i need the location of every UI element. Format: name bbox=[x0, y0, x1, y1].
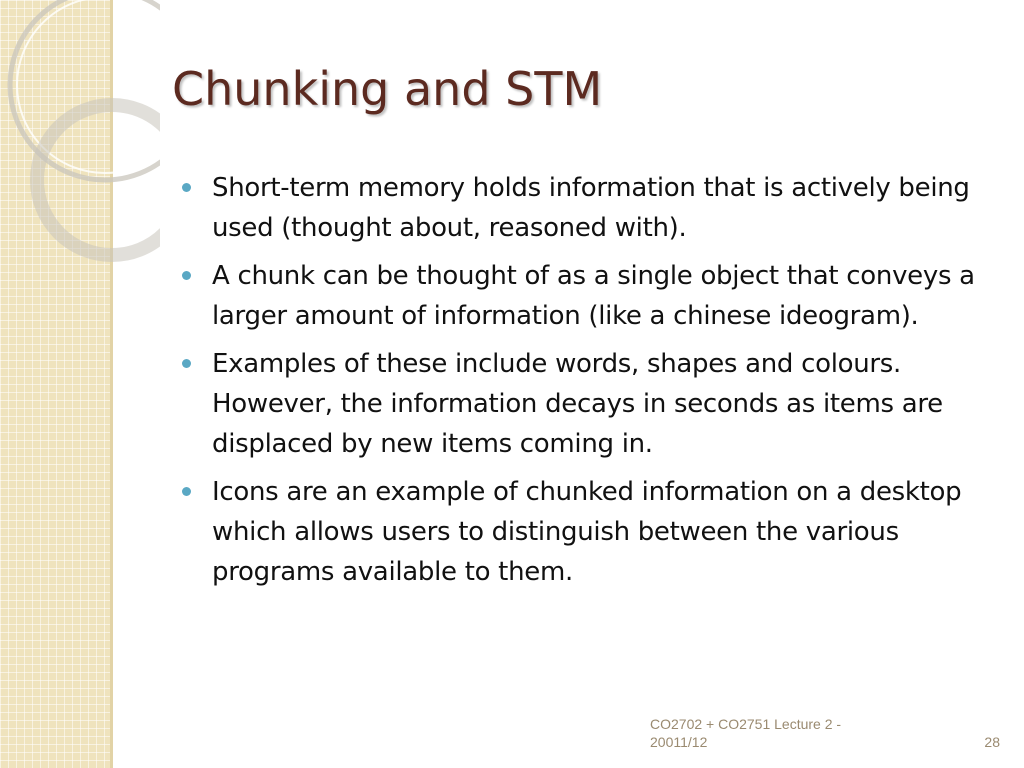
bullet-item bbox=[178, 472, 988, 592]
bullet-list bbox=[178, 168, 988, 600]
footer-course-label: CO2702 + CO2751 Lecture 2 - 20011/12 bbox=[650, 716, 842, 750]
bullet-item bbox=[178, 344, 988, 464]
bullet-item bbox=[178, 256, 988, 336]
bullet-text: Icons are an example of chunked information on a desktop which allows users to distinguish between the various programs available to them. bbox=[212, 477, 962, 587]
slide-title: Chunking and STM bbox=[172, 62, 603, 116]
bullet-text: Short-term memory holds information that is actively being used (thought about, reasoned with). bbox=[212, 173, 970, 243]
top-ring-icon bbox=[10, 0, 160, 180]
bullet-dot-icon bbox=[182, 359, 191, 368]
decorative-rings-icon bbox=[0, 0, 160, 300]
bullet-item bbox=[178, 168, 988, 248]
bullet-dot-icon bbox=[182, 183, 191, 192]
bullet-dot-icon bbox=[182, 487, 191, 496]
bullet-text: Examples of these include words, shapes and colours. However, the information decays in seconds as items are displaced by new items coming in. bbox=[212, 349, 943, 459]
bullet-dot-icon bbox=[182, 271, 191, 280]
bullet-text: A chunk can be thought of as a single object that conveys a larger amount of information (like a chinese ideogram). bbox=[212, 261, 975, 331]
page-number: 28 bbox=[984, 734, 1000, 750]
